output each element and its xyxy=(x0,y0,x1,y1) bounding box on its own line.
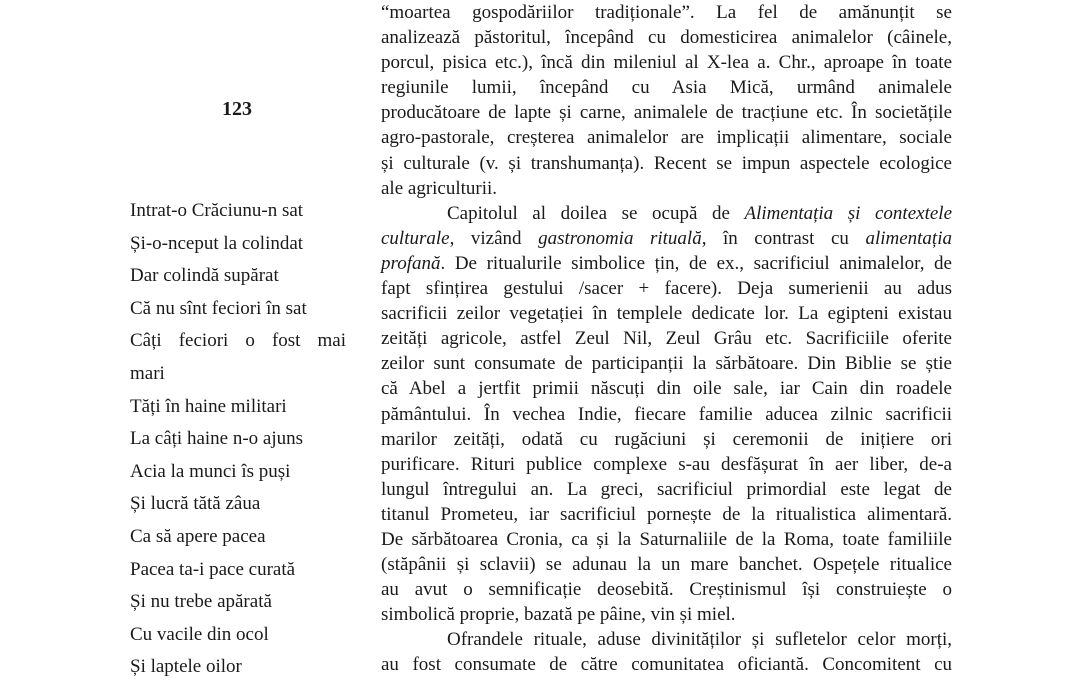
prose-line: regiunile lumii, începând cu Asia Mică, urmând animalele xyxy=(381,77,952,99)
poem-line: Dar colindă supărat xyxy=(130,265,279,287)
prose-italic: profană xyxy=(381,252,441,274)
prose-line: și culturale (v. și transhumanța). Recent se impun aspectele ecologice xyxy=(381,152,952,174)
prose-line: zeități agricole, astfel Zeul Nil, Zeul Grâu etc. Sacrificiile oferite xyxy=(381,328,952,350)
prose-text: , în contrast cu xyxy=(701,227,866,249)
prose-italic: Alimentația și contextele xyxy=(744,202,952,224)
prose-line: Ofrandele rituale, aduse divinităților și sufletelor celor morți, xyxy=(447,629,952,651)
prose-line: pământului. În vechea Indie, fiecare familie aducea zilnic sacrificii xyxy=(381,403,952,425)
page-number: 123 xyxy=(222,98,252,120)
poem-line: Tăți în haine militari xyxy=(130,395,287,417)
poem-line: Și laptele oilor xyxy=(130,656,242,678)
prose-italic: gastronomia rituală xyxy=(538,227,702,249)
prose-line: că Abel a jertfit primii născuți din oile sale, iar Cain din roadele xyxy=(381,378,952,400)
poem-line: Cu vacile din ocol xyxy=(130,623,269,645)
poem-line: Câți feciori o fost mai xyxy=(130,330,346,352)
prose-italic: alimentația xyxy=(865,227,952,249)
prose-line: “moartea gospodăriilor tradiționale”. La fel de amănunțit se xyxy=(381,2,952,23)
prose-line: lungul întregului an. La greci, sacrificiul primordial este legat de xyxy=(381,478,952,500)
prose-line: au fost consumate de către comunitatea oficiantă. Concomitent cu xyxy=(381,654,952,676)
prose-line: simbolică proprie, bazată pe pâine, vin și miel. xyxy=(381,604,736,626)
prose-line: porcul, pisica etc.), încă din mileniul al X-lea a. Chr., aproape în toate xyxy=(381,52,952,74)
prose-line: analizează păstoritul, începând cu domesticirea animalelor (câinele, xyxy=(381,27,952,49)
prose-line: au avut o semnificație deosebită. Creștinismul își construiește o xyxy=(381,579,952,601)
prose-text: . De ritualurile simbolice țin, de ex., sacrificiul animalelor, de xyxy=(440,252,952,274)
poem-line: Și-o-nceput la colindat xyxy=(130,232,304,254)
prose-line: zeilor sunt consumate de participanții la sărbătoare. Din Biblie se știe xyxy=(381,353,952,375)
poem-line: Acia la munci îs puși xyxy=(130,460,291,482)
poem-line: La câți haine n-o ajuns xyxy=(130,428,304,450)
prose-line: marilor zeități, odată cu rugăciuni și ceremonii de inițiere ori xyxy=(381,428,952,450)
prose-line: fapt sfințirea gestului /sacer + facere). Deja sumerienii au adus xyxy=(381,278,952,300)
prose-text: , vizând xyxy=(449,227,539,249)
prose-line xyxy=(381,226,952,251)
prose-line: De sărbătoarea Cronia, ca și la Saturnaliile de la Roma, toate familiile xyxy=(381,528,952,550)
poem xyxy=(130,195,346,684)
prose-line: titanul Prometeu, iar sacrificiul pornește de la ritualistica alimentară. xyxy=(381,503,952,525)
poem-line: Că nu sînt feciori în sat xyxy=(130,297,307,319)
poem-line: Și nu trebe apărată xyxy=(130,591,272,613)
prose-line xyxy=(381,251,952,276)
poem-line: mari xyxy=(130,362,165,384)
prose-line: agro-pastorale, creșterea animalelor are implicații alimentare, sociale xyxy=(381,127,952,149)
prose-italic: culturale xyxy=(381,227,450,249)
prose-column xyxy=(381,0,952,678)
prose-line: producătoare de lapte și carne, animalele de tracțiune etc. În societățile xyxy=(381,102,952,124)
prose-line: ale agriculturii. xyxy=(381,177,498,199)
prose-line: sacrificii zeilor vegetației în templele dedicate lor. La egipteni existau xyxy=(381,303,952,325)
poem-line: Pacea ta-i pace curată xyxy=(130,558,296,580)
prose-line: purificare. Rituri publice complexe s-au desfășurat în aer liber, de-a xyxy=(381,453,952,475)
prose-text: Capitolul al doilea se ocupă de xyxy=(447,202,745,224)
prose-line: (stăpânii și sclavii) se adunau la un mare banchet. Ospețele ritualice xyxy=(381,554,952,576)
poem-line: Ca să apere pacea xyxy=(130,525,266,547)
poem-line: Intrat-o Crăciunu-n sat xyxy=(130,200,304,221)
prose-line xyxy=(381,201,952,226)
poem-line: Și lucră tătă zâua xyxy=(130,493,261,515)
